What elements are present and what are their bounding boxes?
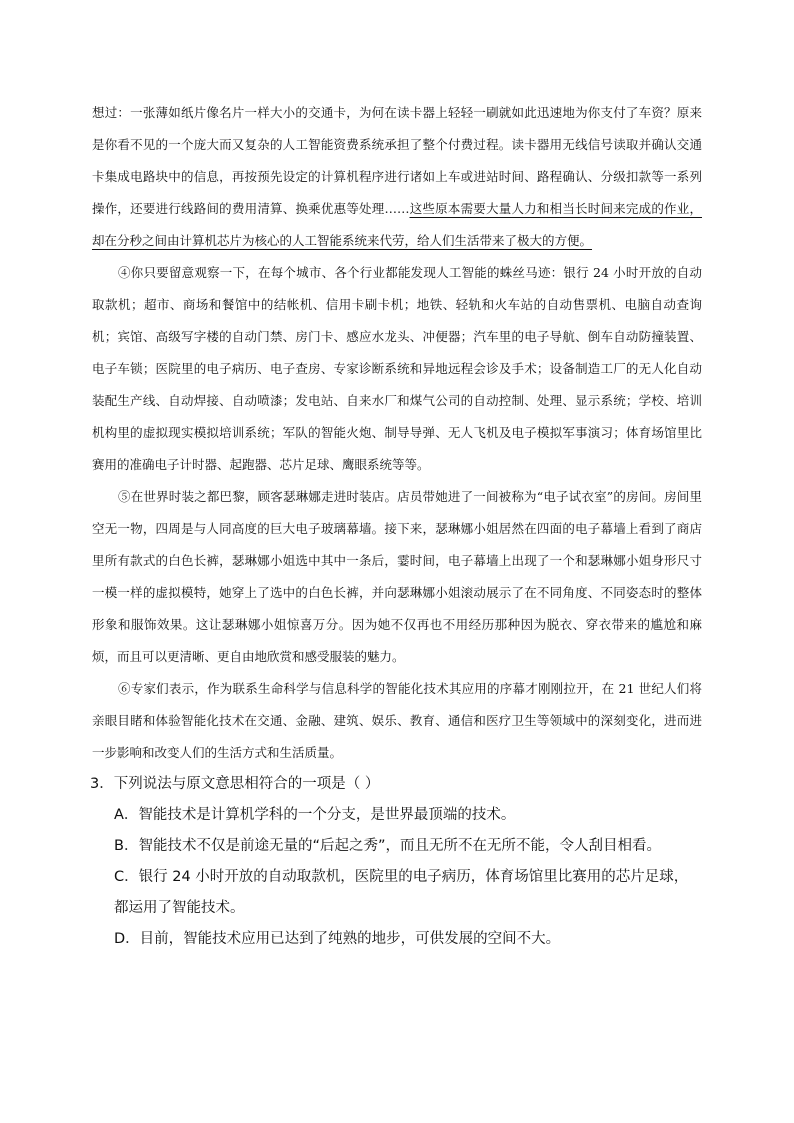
option-b: B．智能技术不仅是前途无量的“后起之秀”，而且无所不在无所不能，令人刮目相看。 bbox=[114, 838, 661, 854]
question-3-stem: 3．下列说法与原文意思相符合的一项是（ ） bbox=[90, 776, 380, 792]
underlined-sentence: 这些原本需要大量人力和相当长时间来完成的作业，却在分秒之间由计算机芯片为核心的人工智能系统来代劳，给人们生活带来了极大的方便。 bbox=[92, 201, 702, 248]
option-a: A．智能技术是计算机学科的一个分支，是世界最顶端的技术。 bbox=[114, 807, 516, 823]
paragraph-5: ⑤在世界时装之都巴黎，顾客瑟琳娜走进时装店。店员带她进了一间被称为“电子试衣室”的房间。房间里空无一物，四周是与人同高度的巨大电子玻璃幕墙。接下来，瑟琳娜小姐居然在四面的电子幕墙上看到了商店里所有款式的白色长裤，瑟琳娜小姐选中其中一条后，霎时间，电子幕墙上出现了一个和瑟琳娜小姐身形尺寸一模一样的虚拟模特，她穿上了选中的白色长裤，并向瑟琳娜小姐滚动展示了在不同角度、不同姿态时的整体形象和服饰效果。这让瑟琳娜小姐惊喜万分。因为她不仅再也不用经历那种因为脱衣、穿衣带来的尴尬和麻烦，而且可以更清晰、更自由地欣赏和感受服装的魅力。 bbox=[92, 489, 702, 664]
paragraph-4: ④你只要留意观察一下，在每个城市、各个行业都能发现人工智能的蛛丝马迹：银行 24 小时开放的自动取款机；超市、商场和餐馆中的结帐机、信用卡刷卡机；地铁、轻轨和火车站的自动售票机、电脑自动查询机；宾馆、高级写字楼的自动门禁、房门卡、感应水龙头、冲便器；汽车里的电子导航、倒车自动防撞装置、电子车锁；医院里的电子病历、电子查房、专家诊断系统和异地远程会诊及手术；设备制造工厂的无人化自动装配生产线、自动焊接、自动喷漆；发电站、自来水厂和煤气公司的自动控制、处理、显示系统；学校、培训机构里的虚拟现实模拟培训系统；军队的智能火炮、制导导弹、无人飞机及电子模拟军事演习；体育场馆里比赛用的准确电子计时器、起跑器、芯片足球、鹰眼系统等等。 bbox=[92, 265, 702, 472]
option-c: C．银行 24 小时开放的自动取款机，医院里的电子病历，体育场馆里比赛用的芯片足球，都运用了智能技术。 bbox=[114, 869, 689, 916]
paragraph-3-text: 想过：一张薄如纸片像名片一样大小的交通卡，为何在读卡器上轻轻一刷就如此迅速地为你支付了车资？原来是你看不见的一个庞大而又复杂的人工智能资费系统承担了整个付费过程。读卡器用无线信号读取并确认交通卡集成电路块中的信息，再按预先设定的计算机程序进行诸如上车或进站时间、路程确认、分级扣款等一系列操作，还要进行线路间的费用清算、换乘优惠等处理…… bbox=[92, 105, 702, 216]
paragraph-6: ⑥专家们表示，作为联系生命科学与信息科学的智能化技术其应用的序幕才刚刚拉开，在 21 世纪人们将亲眼目睹和体验智能化技术在交通、金融、建筑、娱乐、教育、通信和医疗卫生等领域中的深刻变化，进而进一步影响和改变人们的生活方式和生活质量。 bbox=[92, 681, 702, 760]
option-d: D．目前，智能技术应用已达到了纯熟的地步，可供发展的空间不大。 bbox=[114, 931, 561, 947]
paragraph-3-continued bbox=[92, 97, 702, 257]
